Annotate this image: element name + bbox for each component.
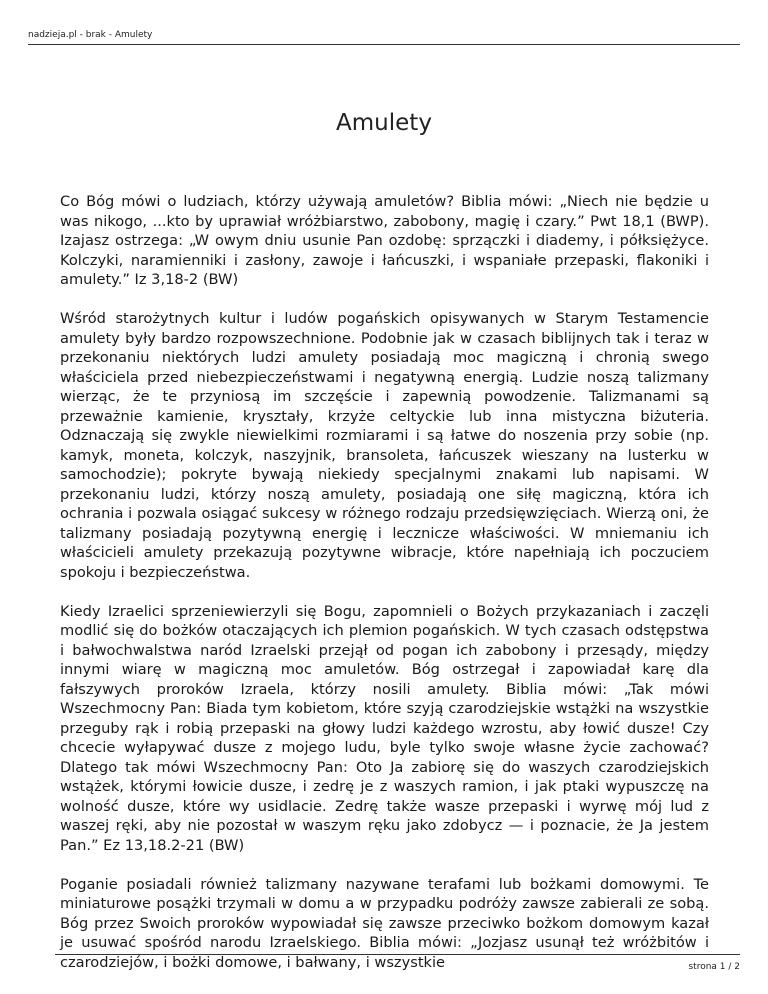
page-number: strona 1 / 2 [688,962,740,972]
paragraph: Kiedy Izraelici sprzeniewierzyli się Bogu, zapomnieli o Bożych przykazaniach i zaczęli modlić się do bożków otaczających ich plemion pogańskich. W tych czasach odstępstwa i bałwochwalstwa naród Izraelski przejął od pogan ich zabobony i przesądy, między innymi wiarę w magiczną moc amuletów. Bóg ostrzegał i zapowiadał karę dla fałszywych proroków Izraela, którzy nosili amulety. Biblia mówi: „Tak mówi Wszechmocny Pan: Biada tym kobietom, które szyją czarodziejskie wstążki na wszystkie przeguby rąk i robią przepaski na głowy ludzi każdego wzrostu, aby łowić dusze! Czy chcecie wyłapywać dusze z mojego ludu, byle tylko swoje własne życie zachować? Dlatego tak mówi Wszechmocny Pan: Oto Ja zabiorę się do waszych czarodziejskich wstążek, którymi łowicie dusze, i zedrę je z waszych ramion, i jak ptaki wypuszczę na wolność dusze, które wy usidlacie. Zedrę także wasze przepaski i wyrwę mój lud z waszej ręki, aby nie pozostał w waszym ręku jako zdobycz — i poznacie, że Ja jestem Pan.” Ez 13,18.2-21 (BW) [60,602,709,854]
paragraph: Wśród starożytnych kultur i ludów pogańskich opisywanych w Starym Testamencie amulety były bardzo rozpowszechnione. Podobnie jak w czasach biblijnych tak i teraz w przekonaniu niektórych ludzi amulety posiadają moc magiczną i chronią swego właściciela przed niebezpieczeństwami i negatywną energią. Ludzie noszą talizmany wierząc, że te przyniosą im szczęście i zapewnią powodzenie. Talizmanami są przeważnie kamienie, kryształy, krzyże celtyckie lub inna mistyczna biżuteria. Odznaczają się zwykle niewielkimi rozmiarami i są łatwe do noszenia przy sobie (np. kamyk, moneta, kolczyk, naszyjnik, bransoleta, łańcuszek wieszany na lusterku w samochodzie); pokryte bywają niekiedy specjalnymi znakami lub napisami. W przekonaniu ludzi, którzy noszą amulety, posiadają one siłę magiczną, która ich ochrania i pozwala osiągać sukcesy w różnego rodzaju przedsięwzięciach. Wierzą oni, że talizmany posiadają pozytywną energię i lecznicze właściwości. W mniemaniu ich właścicieli amulety przekazują pozytywne wibracje, które napełniają ich poczuciem spokoju i bezpieczeństwa. [60,310,709,581]
header-divider [28,44,740,45]
article-body [60,192,709,992]
paragraph: Co Bóg mówi o ludziach, którzy używają amuletów? Biblia mówi: „Niech nie będzie u was nikogo, ...kto by uprawiał wróżbiarstwo, zabobony, magię i czary.” Pwt 18,1 (BWP). Izajasz ostrzega: „W owym dniu usunie Pan ozdobę: sprzączki i diademy, i półksiężyce. Kolczyki, naramienniki i zasłony, zawoje i łańcuszki, i wspaniałe przepaski, flakoniki i amulety.” Iz 3,18-2 (BW) [60,193,709,288]
page-header: nadzieja.pl - brak - Amulety [28,30,153,40]
page-title: Amulety [336,110,432,136]
footer-divider [55,954,740,955]
paragraph: Poganie posiadali również talizmany nazywane terafami lub bożkami domowymi. Te miniaturowe posążki trzymali w domu a w przypadku podróży zawsze zabierali ze sobą. Bóg przez Swoich proroków wypowiadał się zawsze przeciwko bożkom domowym kazał je usuwać spośród narodu Izraelskiego. Biblia mówi: „Jozjasz usunął też wróżbitów i czarodziejów, i bożki domowe, i bałwany, i wszystkie [60,875,709,971]
